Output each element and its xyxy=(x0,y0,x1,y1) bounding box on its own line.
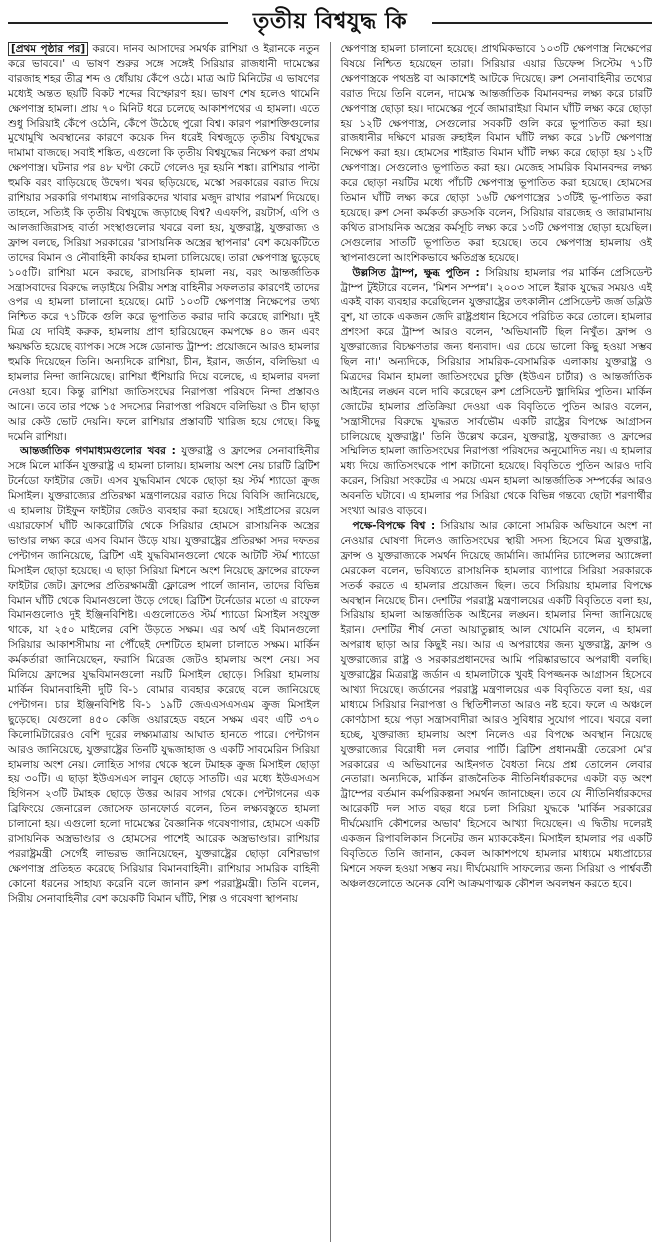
subheading: উল্লসিত ট্রাম্প, ক্ষুব্ধ পুতিন : xyxy=(352,266,480,279)
subheading: আন্তর্জাতিক গণমাধ্যমগুলোর খবর : xyxy=(20,445,176,458)
continuation-label: [প্রথম পৃষ্ঠার পর] xyxy=(8,42,88,56)
paragraph-text: যুক্তরাষ্ট্র ও ফ্রান্সের সেনাবাহিনীর সঙ্গে মিলে মার্কিন যুক্তরাষ্ট্র এ হামলা চালায়। হামলায় অংশ নেয় চারটি ব্রিটিশ টর্নেডো ফাইটার জেট। এসব যুদ্ধবিমান থেকে ছোড়া হয় স্টর্ম শ্যাডো ক্রুজ মিসাইল। যুক্তরাজ্যের প্রতিরক্ষা মন্ত্রণালয়ের বরাত দিয়ে বিবিসি জানিয়েছে, এ হামলায় টাইফুন ফাইটার জেটও ব্যবহার করা হয়েছে। সাইপ্রাসের রয়েল এয়ারফোর্স ঘাঁটি আকরোটিরি থেকে সিরিয়ার হোমসে রাসায়নিক অস্ত্রের ভাণ্ডার লক্ষ্য করে এসব বিমান উড়ে যায়। যুক্তরাষ্ট্রের প্রতিরক্ষা সদর দফতর পেন্টাগন জানিয়েছে, ব্রিটিশ এই যুদ্ধবিমানগুলো থেকে আটটি স্টর্ম শ্যাডো মিসাইল ছোড়া হয়েছে। এ ছাড়া সিরিয়া মিশনে অংশ নিয়েছে ফ্রান্সের রাফেল ফাইটার জেট। ফ্রান্সের প্রতিরক্ষামন্ত্রী ফ্লোরেন্স পার্লে জানান, তাদের বিভিন্ন বিমান ঘাঁটি থেকে বিমানগুলো উড়ে গেছে। ব্রিটিশ টর্নেডোর মতো এ রাফেল বিমানগুলোও দুই ইঞ্জিনবিশিষ্ট। এগুলোতেও স্টর্ম শ্যাডো মিসাইল সংযুক্ত থাকে, যা ২৫০ মাইলের বেশি উড়তে সক্ষম। এর অর্থ এই বিমানগুলো সিরিয়ার আকাশসীমায় না পৌঁছেই দেশটিতে হামলা চালাতে সক্ষম। মার্কিন কর্মকর্তারা জানিয়েছেন, ফরাসি মিরেজ জেটও হামলায় অংশ নেয়। সব মিলিয়ে ফ্রান্সের যুদ্ধবিমানগুলো নয়টি মিসাইল ছোড়ে। সিরিয়া হামলায় মার্কিন বিমানবাহিনী দুটি বি-১ বোমার ব্যবহার করেছে বলে জানিয়েছে পেন্টাগন। চার ইঞ্জিনবিশিষ্ট বি-১ ১৯টি জেএএসএসএম ক্রুজ মিসাইল ছুড়েছে। যেগুলো ৪৫০ কেজি ওয়ারহেড বহনে সক্ষম এবং এটি ৩৭০ কিলোমিটারেরও বেশি দূরের লক্ষ্যমাত্রায় আঘাত হানতে পারে। পেন্টাগন আরও জানিয়েছে, যুক্তরাষ্ট্রের তিনটি যুদ্ধজাহাজ ও একটি সাবমেরিন সিরিয়া হামলায় অংশ নেয়। লোহিত সাগর থেকে স্থলে টমাহক ক্রুজ মিসাইল ছোড়া হয় ৩০টি। এ ছাড়া ইউএসএস লাবুন ছোড়ে সাতটি। এর মধ্যে ইউএসএস হিগিনস ২৩টি টমাহক ছোড়ে উত্তর আরব সাগর থেকে। পেন্টাগনের এক ব্রিফিংয়ে জেনারেল জোসেফ ডানফোর্ড বলেন, তিন লক্ষ্যবস্তুতে হামলা চালানো হয়। এগুলো হলো দামেস্কের বৈজ্ঞানিক গবেষণাগার, হোমসে একটি রাসায়নিক অস্ত্রভাণ্ডার ও হোমসের পাশেই আরেক অস্ত্রভাণ্ডার। রাশিয়ার পররাষ্ট্রমন্ত্রী সের্গেই লাভরভ জানিয়েছেন, যুক্তরাষ্ট্রের ছোড়া বেশিরভাগ ক্ষেপণাস্ত্র প্রতিহত করেছে সিরিয়ার বিমানবাহিনী। রাশিয়ার সামরিক বাহিনী কোনো ধরনের সাহায্য করেনি বলে জানান রুশ পররাষ্ট্রমন্ত্রী। তিনি বলেন, সিরীয় সেনাবাহিনীর বেশ কয়েকটি বিমান ঘাঁটি, শিল্প ও গবেষণা স্থাপনায় xyxy=(8,445,320,905)
paragraph xyxy=(8,42,320,444)
column-left xyxy=(8,42,331,1242)
subheading: পক্ষে-বিপক্ষে বিশ্ব : xyxy=(352,520,436,532)
column-right xyxy=(331,42,653,1242)
paragraph-text: ক্ষেপণাস্ত্র হামলা চালানো হয়েছে। প্রাথমিকভাবে ১০৩টি ক্ষেপণাস্ত্র নিক্ষেপের বিষয়ে নিশ্চিত হয়েছেন তারা। সিরিয়ার এয়ার ডিফেন্স সিস্টেম ৭১টি ক্ষেপণাস্ত্রকে পথভ্রষ্ট বা আকাশেই আটকে দিয়েছে। রুশ সেনাবাহিনীর তথ্যের বরাত দিয়ে তিনি বলেন, দামেস্ক আন্তর্জাতিক বিমানবন্দর লক্ষ্য করে চারটি ক্ষেপণাস্ত্র ছোড়া হয়। দামেস্কের পূর্বে জামারাইয়া বিমান ঘাঁটি লক্ষ্য করে ছোড়া হয় ১২টি ক্ষেপণাস্ত্র, সেগুলোর সবকটি গুলি করে ভূপাতিত করা হয়। রাজধানীর দক্ষিণে মারজ রুহাইল বিমান ঘাঁটি লক্ষ্য করে ১৮টি ক্ষেপণাস্ত্র নিক্ষেপ করা হয়। হোমসের শাইরাত বিমান ঘাঁটি লক্ষ্য করে ছোড়া হয় ১২টি ক্ষেপণাস্ত্র। সেগুলোও ভূপাতিত করা হয়। মেজেহ সামরিক বিমানবন্দর লক্ষ্য করে ছোড়া নয়টির মধ্যে পাঁচটি ক্ষেপণাস্ত্র ভূপাতিত করা হয়েছে। হোমসের তিমান ঘাঁটি লক্ষ্য করে ছোড়া ১৬টি ক্ষেপণাস্ত্রের ১৩টিই ভূ-পাতিত করা হয়েছে। রুশ সেনা কর্মকর্তা রুডসকি বলেন, সিরিয়ার বারজেহ ও জারামানায় কথিত রাসায়নিক অস্ত্রের কর্মসূচি লক্ষ্য করে ১৩টি ক্ষেপণাস্ত্র ছোড়া হয়েছিল। সেগুলোর সাতটি ভূপাতিত করা হয়েছে। তবে ক্ষেপণাস্ত্র হামলায় ওই স্থাপনাগুলো আংশিকভাবে ক্ষতিগ্রস্ত হয়েছে। xyxy=(340,43,652,264)
paragraph xyxy=(341,266,653,519)
paragraph xyxy=(341,42,653,266)
headline-rule-left xyxy=(8,22,228,24)
headline-bar xyxy=(8,6,652,38)
paragraph-text: সিরিয়ায় হামলার পর মার্কিন প্রেসিডেন্ট ট্রাম্প টুইটারে বলেন, 'মিশন সম্পন্ন'। ২০০৩ সালে ইরাক যুদ্ধের সময়ও এই একই বাক্য ব্যবহার করেছিলেন যুক্তরাষ্ট্রের তৎকালীন প্রেসিডেন্ট জর্জ ডব্লিউ বুশ, যা তাকে একজন জেদি রাষ্ট্রপ্রধান হিসেবে পরিচিত করে তোলে। হামলার প্রশংসা করে ট্রাম্প আরও বলেন, 'অভিযানটি ছিল নিখুঁত। ফ্রান্স ও যুক্তরাজ্যের বিচক্ষণতার জন্য ধন্যবাদ। এর চেয়ে ভালো কিছু হওয়া সম্ভব ছিল না।' অন্যদিকে, সিরিয়ার সামরিক-বেসামরিক এলাকায় যুক্তরাষ্ট্র ও মিত্রদের বিমান হামলা জাতিসংঘের চুক্তি (ইউএন চার্টার) ও আন্তর্জাতিক আইনের লঙ্ঘন বলে দাবি করেছেন রুশ প্রেসিডেন্ট ভ্লাদিমির পুতিন। মার্কিন জোটের হামলার প্রতিক্রিয়া দেওয়া এক বিবৃতিতে পুতিন আরও বলেন, 'সন্ত্রাসীদের বিরুদ্ধে যুদ্ধরত সার্বভৌম একটি রাষ্ট্রের বিপক্ষে আগ্রাসন চালিয়েছে যুক্তরাষ্ট্র।' তিনি উল্লেখ করেন, যুক্তরাষ্ট্র, যুক্তরাজ্য ও ফ্রান্সের সম্মিলিত হামলা জাতিসংঘের নিরাপত্তা পরিষদের অনুমোদিত নয়। এ হামলার মধ্য দিয়ে জাতিসংঘকে পাশ কাটানো হয়েছে। বিবৃতিতে পুতিন আরও দাবি করেন, সিরিয়া সংকটের এ সময়ে এমন হামলা আন্তর্জাতিক সম্পর্কের আরও অবনতি ঘটাবে। এ হামলার পর সিরিয়া থেকে বিভিন্ন গন্তব্যে ছোটা শরণার্থীর সংখ্যা আরও বাড়বে। xyxy=(340,266,652,518)
paragraph xyxy=(8,444,320,906)
headline: তৃতীয় বিশ্বযুদ্ধ কি xyxy=(239,4,421,41)
headline-rule-right xyxy=(432,22,652,24)
paragraph xyxy=(341,519,653,892)
article-columns xyxy=(8,42,652,1242)
paragraph-text: সিরিয়ায় আর কোনো সামরিক অভিযানে অংশ না নেওয়ার ঘোষণা দিলেও জাতিসংঘের স্থায়ী সদস্য হিসেবে মিত্র যুক্তরাষ্ট্র, ফ্রান্স ও যুক্তরাজ্যকে সমর্থন দিয়েছে জার্মানি। জার্মানির চ্যান্সেলর অ্যাঙ্গেলা মেরকেল বলেন, ভবিষ্যতে রাসায়নিক হামলার ব্যাপারে সিরিয়া সরকারকে সতর্ক করতে এ হামলার প্রয়োজন ছিল। তবে সিরিয়ায় হামলার বিপক্ষে অবস্থান নিয়েছে চীন। দেশটির পররাষ্ট্র মন্ত্রণালয়ের একটি বিবৃতিতে বলা হয়, সিরিয়ায় হামলা আন্তর্জাতিক আইনের লঙ্ঘন। হামলার নিন্দা জানিয়েছে ইরান। দেশটির শীর্ষ নেতা আয়াতুল্লাহ আল খোমেনি বলেন, এ হামলা অপরাধ ছাড়া আর কিছুই নয়। আর এ অপরাধের জন্য যুক্তরাষ্ট্র, ফ্রান্স ও যুক্তরাজ্যের রাষ্ট্র ও সরকারপ্রধানদের আমি পরিষ্কারভাবে অপরাধী বলছি। যুক্তরাষ্ট্রের মিত্ররাষ্ট্র জর্ডান এ হামলাটাকে খুবই বিপজ্জনক আগ্রাসন হিসেবে আখ্যা দিয়েছে। জর্ডানের পররাষ্ট্র মন্ত্রণালয়ের এক বিবৃতিতে বলা হয়, এর মাধ্যমে সিরিয়ার নিরাপত্তা ও স্থিতিশীলতা আরও নষ্ট হবে। ফলে এ অঞ্চলে কোণঠাসা হয়ে পড়া সন্ত্রাসবাদীরা আরও সুবিধার সুযোগ পাবে। খবরে বলা হচ্ছে, যুক্তরাজ্য হামলায় অংশ নিলেও এর বিপক্ষে অবস্থান নিয়েছে যুক্তরাজ্যের বিরোধী দল লেবার পার্টি। ব্রিটিশ প্রধানমন্ত্রী তেরেসা মে'র সরকারের এ অভিযানের আইনগত বৈধতা নিয়ে প্রশ্ন তোলেন লেবার নেতারা। অন্যদিকে, মার্কিন রাজনৈতিক নীতিনির্ধারকদের একটা বড় অংশ ট্রাম্পের বর্তমান কর্মপরিকল্পনা সমর্থন জানাচ্ছেন। তবে যে নীতিনির্ধারকদের আরেকটি দল সাত বছর ধরে চলা সিরিয়া যুদ্ধকে 'মার্কিন সরকারের দীর্ঘমেয়াদি কৌশলের অভাব' হিসেবে আখ্যা দিয়েছেন। এ দ্বিতীয় দলেরই একজন রিপাবলিকান সিনেটর জন ম্যাককেইন। মিসাইল হামলার পর একটি বিবৃতিতে তিনি জানান, কেবল আকাশপথে হামলার মাধ্যমে মধ্যপ্রাচ্যের মিশনে সফল হওয়া সম্ভব নয়। দীর্ঘমেয়াদি সাফল্যের জন্য সিরিয়া ও পার্শ্ববর্তী অঞ্চলগুলোতে অনেক বেশি আক্রমণাত্মক কৌশল অবলম্বন করতে হবে। xyxy=(340,520,652,890)
paragraph-text: করবে। দানব আসাদের সমর্থক রাশিয়া ও ইরানকে নতুন করে ভাববে।' এ ভাষণ শুরুর সঙ্গে সঙ্গেই সিরিয়ার রাজধানী দামেস্কের বারজাহ শহর তীব্র শব্দ ও ধোঁয়ায় কেঁপে ওঠে। মাত্র আট মিনিটের এ ভাষণের মধ্যেই অন্তত ছয়টি বিকট শব্দের বিস্ফোরণ হয়। ভাষণ শেষ হলেও থামেনি ক্ষেপণাস্ত্র হামলা। প্রায় ৭০ মিনিট ধরে চলেছে আকাশপথের এ হামলা। এতে শুধু সিরিয়াই কেঁপে ওঠেনি, কেঁপে উঠেছে পুরো বিশ্ব। কারণ পরাশক্তিগুলোর মুখোমুখি অবস্থানের কারণে কয়েক দিন ধরেই বিশ্বজুড়ে তৃতীয় বিশ্বযুদ্ধের দামামা বাজছে। সবাই শঙ্কিত, এগুলো কি তৃতীয় বিশ্বযুদ্ধের নিক্ষেপ করা প্রথম ক্ষেপণাস্ত্র। ঘটনার পর ৪৮ ঘণ্টা কেটে গেলেও দূর হয়নি শঙ্কা। রাশিয়ার পাল্টা হুমকি বরং বাড়িয়েছে উদ্বেগ। খবর ছড়িয়েছে, মস্কো সরকারের বরাত দিয়ে রাশিয়ার সরকারি গণমাধ্যম নাগরিকদের খাবার মজুদ রাখার পরামর্শ দিয়েছে। তাহলে, সত্যিই কি তৃতীয় বিশ্বযুদ্ধে জড়াচ্ছে বিশ্ব? এএফপি, রয়টার্স, এপি ও আলজাজিরাসহ বার্তা সংস্থাগুলোর খবরে বলা হয়, যুক্তরাষ্ট্র, যুক্তরাজ্য ও ফ্রান্স বলছে, সিরিয়া সরকারের 'রাসায়নিক অস্ত্রের স্থাপনার' বেশ কয়েকটিতে তাদের বিমান ও নৌবাহিনী কার্যকর হামলা চালিয়েছে। তারা ক্ষেপণাস্ত্র ছুড়েছে ১০৫টি। রাশিয়া মনে করছে, রাসায়নিক হামলা নয়, বরং আন্তর্জাতিক সন্ত্রাসবাদের বিরুদ্ধে লড়াইয়ে সিরীয় সশস্ত্র বাহিনীর সফলতার কারণেই তাদের ওপর এ হামলা চালানো হয়েছে। মোট ১০৩টি ক্ষেপণাস্ত্র নিক্ষেপের তথ্য নিশ্চিত করে ৭১টিকে গুলি করে ভূপাতিত করার দাবি করেছে রাশিয়া। দুই মিত্র যে দাবিই করুক, হামলায় প্রাণ হারিয়েছেন কমপক্ষে ৪০ জন এবং ক্ষয়ক্ষতি হয়েছে ব্যাপক। সঙ্গে সঙ্গে ডোনাল্ড ট্রাম্প: প্রয়োজনে আরও হামলার হুমকি দিয়েছেন তিনি। অন্যদিকে রাশিয়া, চীন, ইরান, জর্ডান, বলিভিয়া এ হামলার নিন্দা জানিয়েছে। রাশিয়া হুঁশিয়ারি দিয়ে বলেছে, এ হামলার বদলা নেওয়া হবে। কিন্তু রাশিয়া জাতিসংঘের নিরাপত্তা পরিষদে নিন্দা প্রস্তাবও আনে। তবে তার পক্ষে ১৫ সদস্যের নিরাপত্তা পরিষদে বলিভিয়া ও চীন ছাড়া আর কেউ ভোট দেয়নি। ফলে রাশিয়ার প্রস্তাবটি খারিজ হয়ে গেছে। কিছু দমেনি রাশিয়া। xyxy=(8,43,320,443)
